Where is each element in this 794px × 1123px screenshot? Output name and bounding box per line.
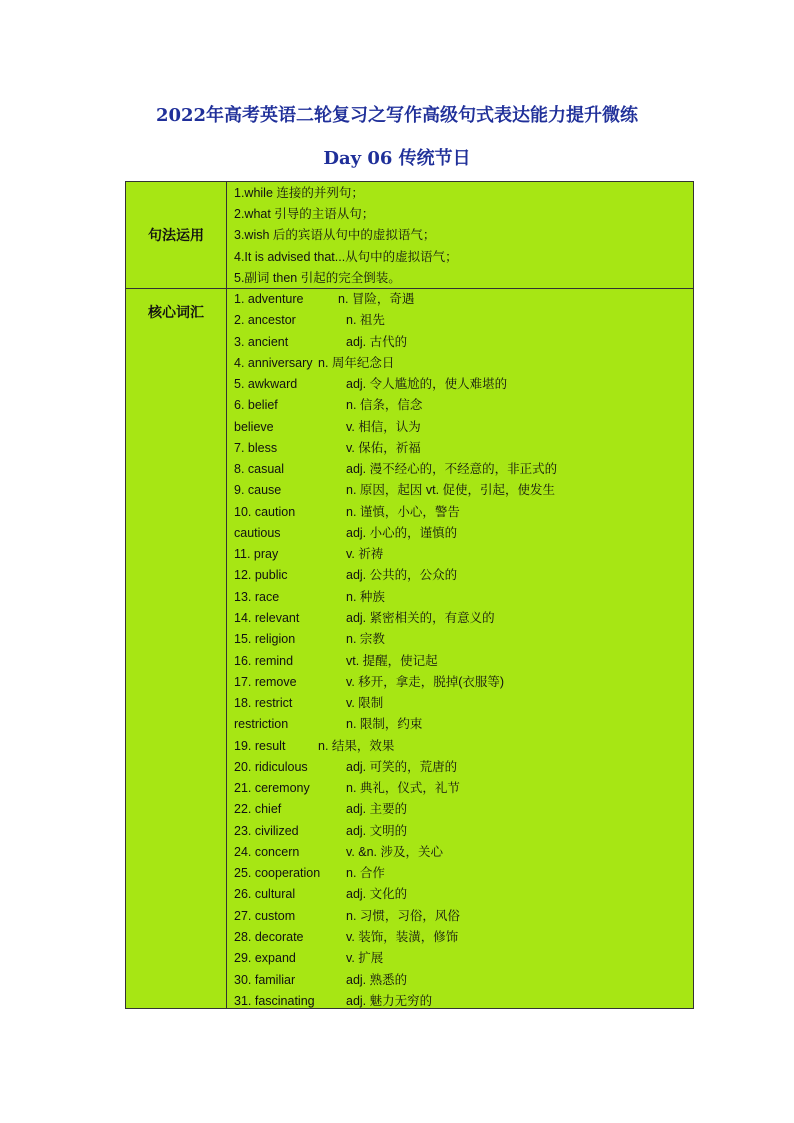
vocab-word: 11. pray — [234, 547, 279, 562]
vocab-word: 27. custom — [234, 908, 296, 923]
vocab-word: 26. cultural — [234, 887, 296, 902]
vocab-word: 22. chief — [234, 802, 282, 817]
vocab-word: 31. fascinating — [234, 993, 315, 1008]
vocab-definition: n. 限制，约束 — [346, 717, 423, 732]
vocab-definition: v. 相信，认为 — [346, 419, 421, 434]
list-item: 3.wish 后的宾语从句中的虚拟语气； — [234, 228, 436, 243]
vocab-word: 16. remind — [234, 653, 294, 668]
vocab-word: 14. relevant — [234, 610, 300, 625]
vocab-word: 18. restrict — [234, 696, 293, 711]
vocab-definition: adj. 漫不经心的，不经意的，非正式的 — [346, 462, 558, 477]
vocab-word: 17. remove — [234, 674, 297, 689]
vocab-word: 2. ancestor — [234, 313, 296, 328]
vocab-word: 30. familiar — [234, 972, 296, 987]
vocab-definition: v. 装饰，装潢，修饰 — [346, 929, 459, 944]
vocab-definition: n. 种族 — [346, 589, 385, 604]
vocab-table — [125, 181, 694, 1009]
vocab-definition: v. 移开，拿走，脱掉(衣服等) — [346, 674, 505, 689]
vocab-word: 3. ancient — [234, 334, 289, 349]
list-item: 4.It is advised that...从句中的虚拟语气； — [234, 249, 458, 264]
syntax-label: 句法运用 — [148, 228, 204, 244]
vocab-definition: v. 扩展 — [346, 951, 384, 966]
vocab-definition: n. 宗教 — [346, 632, 385, 647]
vocab-word: 24. concern — [234, 844, 300, 859]
vocab-definition: n. 周年纪念日 — [318, 355, 395, 370]
vocab-word: 5. awkward — [234, 377, 298, 392]
list-item: 5.副词 then 引起的完全倒装。 — [234, 270, 401, 285]
vocab-definition: adj. 紧密相关的，有意义的 — [346, 610, 495, 625]
vocab-label: 核心词汇 — [148, 305, 204, 321]
list-item: 2.what 引导的主语从句； — [234, 207, 375, 222]
vocab-definition: adj. 令人尴尬的，使人难堪的 — [346, 377, 508, 392]
vocab-definition: adj. 文化的 — [346, 887, 408, 902]
vocab-definition: n. 信条，信念 — [346, 398, 423, 413]
vocab-definition: adj. 小心的，谨慎的 — [346, 525, 458, 540]
vocab-definition: adj. 熟悉的 — [346, 972, 408, 987]
vocab-definition: adj. 古代的 — [346, 334, 408, 349]
page-title: 2022年高考英语二轮复习之写作高级句式表达能力提升微练 — [155, 105, 639, 126]
vocab-word: 19. result — [234, 738, 286, 753]
vocab-word: 20. ridiculous — [234, 759, 308, 774]
vocab-definition: adj. 可笑的，荒唐的 — [346, 759, 458, 774]
vocab-definition: n. 冒险，奇遇 — [338, 292, 415, 306]
vocab-definition: n. 祖先 — [346, 313, 385, 328]
vocab-definition: adj. 文明的 — [346, 823, 408, 838]
vocab-definition: adj. 魅力无穷的 — [346, 993, 433, 1008]
vocab-definition: adj. 主要的 — [346, 802, 408, 817]
vocab-definition: vt. 提醒，使记起 — [346, 653, 438, 668]
vocab-word: 28. decorate — [234, 929, 304, 944]
vocab-definition: v. 祈祷 — [346, 547, 384, 562]
vocab-word: 7. bless — [234, 440, 278, 455]
vocab-definition: n. 谨慎，小心，警告 — [346, 504, 460, 519]
list-item: 1.while 连接的并列句； — [234, 186, 364, 200]
vocab-word: cautious — [234, 525, 281, 540]
vocab-definition: n. 合作 — [346, 866, 385, 881]
vocab-definition: n. 结果，效果 — [318, 738, 395, 753]
vocab-word: 8. casual — [234, 462, 285, 477]
vocab-definition: v. 保佑，祈福 — [346, 440, 421, 455]
vocab-word: 1. adventure — [234, 292, 304, 306]
vocab-definition: v. &n. 涉及，关心 — [346, 844, 444, 859]
vocab-word: 29. expand — [234, 951, 296, 966]
vocab-definition: n. 习惯，习俗，风俗 — [346, 908, 460, 923]
page-subtitle: Day 06 传统节日 — [323, 148, 471, 169]
vocab-definition: adj. 公共的，公众的 — [346, 568, 458, 583]
vocab-definition: n. 典礼，仪式，礼节 — [346, 781, 460, 796]
vocab-word: 23. civilized — [234, 823, 299, 838]
vocab-word: 25. cooperation — [234, 866, 321, 881]
vocab-word: 4. anniversary — [234, 355, 313, 370]
vocab-definition: n. 原因，起因 vt. 促使，引起，使发生 — [346, 483, 556, 498]
vocab-word: 10. caution — [234, 504, 296, 519]
column-divider — [226, 182, 227, 1008]
vocab-word: 13. race — [234, 589, 280, 604]
vocab-word: restriction — [234, 717, 289, 732]
vocab-word: 6. belief — [234, 398, 278, 413]
syntax-list — [234, 183, 458, 289]
vocab-word: 15. religion — [234, 632, 296, 647]
vocab-word: 21. ceremony — [234, 781, 310, 796]
vocab-word: believe — [234, 419, 274, 434]
vocab-word: 12. public — [234, 568, 288, 583]
vocab-definition: v. 限制 — [346, 696, 384, 711]
vocab-word: 9. cause — [234, 483, 282, 498]
